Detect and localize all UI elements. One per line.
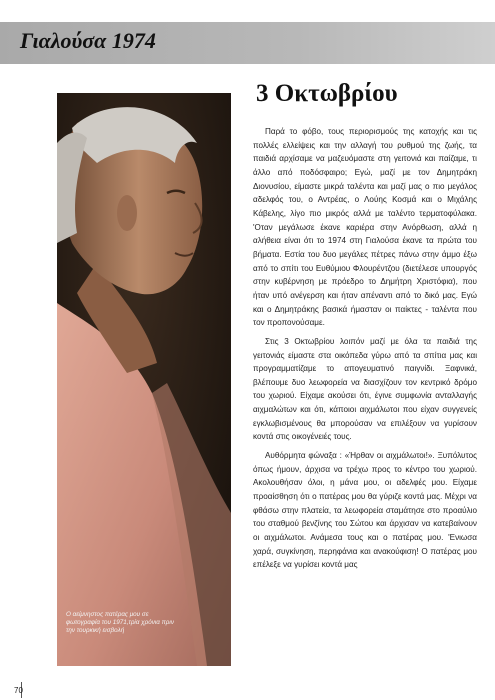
running-header-title: Γιαλούσα 1974: [20, 28, 156, 53]
photo-caption: Ο αείμνηστος πατέρας μου σε φωτογραφία του 1971,τρία χρόνια πριν την τουρκική εισβολή: [66, 611, 174, 634]
portrait-photo: [57, 93, 231, 666]
article-paragraph: Παρά το φόβο, τους περιορισμούς της κατοχής και τις πολλές ελλείψεις και την αλλαγή του ρυθμού της ζωής, τα παιδιά αρχίσαμε να μαζευόμαστε στη γειτονιά και παίζαμε, τι άλλο από ποδόσφαιρο; Εγώ, μαζί με τον Δημητράκη Διονυσίου, είμαστε μικρά ταλέντα και μαζί μας ο πιο μεγάλος αδελφός του, ο Αντρέας, ο Λούης Κοσμά και ο Μιχάλης Κάβελης, λίγο πιο μικρός αλλά με ταλέντο τερματοφύλακα. 'Οταν μεγάλωσε έκανε καριέρα στην Ανόρθωση, αλλά η αλήθεια είναι ότι το 1974 στη Γιαλούσα έκανε τα πρώτα του βήματα. Εστία του δυο μεγάλες πέτρες πάνω στην άμμο έξω από το σπίτι του Ευθύμιου Φλουρέντζου (διετέλεσε υπουργός στην κυβέρνηση με πρόεδρο το Δημήτρη Χριστόφια), που ήταν υπό ανέγερση και ήταν απέναντι από το δικό μας. Εγώ και ο Δημητράκης βασικά ήμασταν οι παίκτες - ταλέντα που τον προπονούσαμε.: [253, 127, 477, 328]
page-number: 70: [14, 686, 23, 695]
article-title: 3 Οκτωβρίου: [256, 80, 398, 107]
article-paragraph: Στις 3 Οκτωβρίου λοιπόν μαζί με όλα τα παιδιά της γειτονιάς είμαστε στα οικόπεδα γύρω από τα σπίτια μας και προγραμματίζαμε το απογευματινό παιγνίδι. Ξαφνικά, βλέπουμε δυο λεωφορεία να διασχίζουν τον κεντρικό δρόμο του χωριού. Είχαμε ακούσει ότι, έγινε συμφωνία ανταλλαγής αιχμαλώτων και ότι, κάποιοι αιχμάλωτοι που είχαν συγγενείς εγκλωβισμένους θα μπορούσαν να επιλέξουν να γυρίσουν κοντά στις οικογένειές τους.: [253, 336, 477, 442]
article-paragraph: Αυθόρμητα φώναξα : «Ήρθαν οι αιχμάλωτοι!». Ξυπόλυτος όπως ήμουν, άρχισα να τρέχω προς το κέντρο του χωριού. Ακολουθήσαν όλοι, η μάνα μου, οι αδελφές μου. Είχαμε προαίσθηση ότι ο πατέρας μου θα γύριζε κοντά μας. Μέχρι να φθάσω στην πλατεία, τα λεωφορεία σταμάτησε στο προαύλιο του σταθμού βενζίνης του Σώτου και άρχισαν να κατεβαίνουν οι αιχμάλωτοι. Ανάμεσα τους και ο πατέρας μου. 'Ενιωσα χαρά, συγκίνηση, περηφάνια και ανακούφιση! Ο πατέρας μου επέλεξε να γυρίσει κοντά μας: [253, 451, 477, 570]
portrait-illustration: [57, 93, 231, 666]
article-body: [253, 125, 477, 577]
